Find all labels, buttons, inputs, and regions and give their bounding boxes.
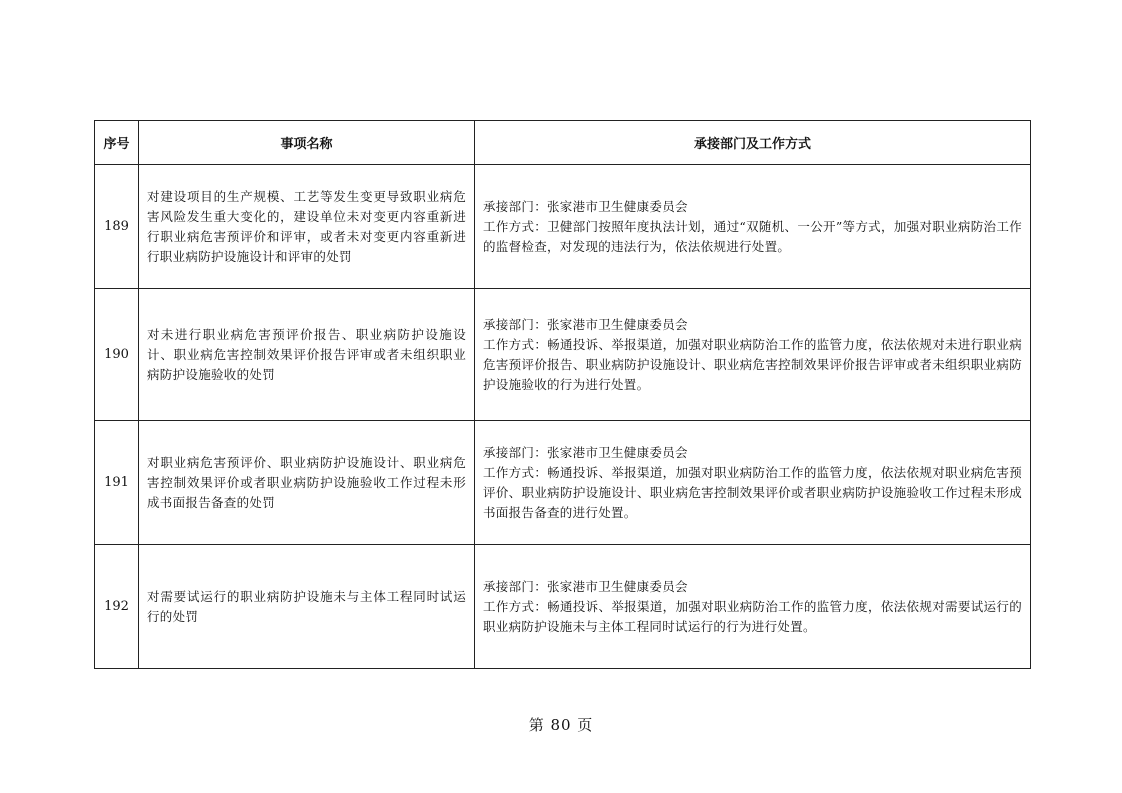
row-item-name: 对职业病危害预评价、职业病防护设施设计、职业病危害控制效果评价或者职业病防护设施验收工作过程未形成书面报告备查的处罚 [139,421,475,545]
row-serial-number: 189 [95,165,139,289]
row-serial-number: 190 [95,289,139,421]
items-table [94,120,1031,669]
header-item-name: 事项名称 [139,121,475,165]
row-serial-number: 191 [95,421,139,545]
table-header-row [95,121,1031,165]
row-department-method [475,421,1031,545]
row-department: 承接部门：张家港市卫生健康委员会 [483,578,688,594]
row-department-method [475,545,1031,669]
row-serial-number: 192 [95,545,139,669]
table-row [95,165,1031,289]
row-item-name: 对需要试运行的职业病防护设施未与主体工程同时试运行的处罚 [139,545,475,669]
row-work-method: 工作方式：畅通投诉、举报渠道，加强对职业病防治工作的监管力度，依法依规对需要试运行的职业病防护设施未与主体工程同时试运行的行为进行处置。 [483,598,1022,634]
row-work-method: 工作方式：畅通投诉、举报渠道，加强对职业病防治工作的监管力度，依法依规对未进行职业病危害预评价报告、职业病防护设施设计、职业病危害控制效果评价报告评审或者未组织职业病防护设施验收的行为进行处置。 [483,336,1022,392]
header-serial-number: 序号 [95,121,139,165]
row-department-method [475,165,1031,289]
page-number: 第 80 页 [528,716,594,734]
row-department: 承接部门：张家港市卫生健康委员会 [483,444,688,460]
row-item-name: 对未进行职业病危害预评价报告、职业病防护设施设计、职业病危害控制效果评价报告评审或者未组织职业病防护设施验收的处罚 [139,289,475,421]
row-work-method: 工作方式：畅通投诉、举报渠道，加强对职业病防治工作的监管力度，依法依规对职业病危害预评价、职业病防护设施设计、职业病危害控制效果评价或者职业病防护设施验收工作过程未形成书面报告备查的进行处置。 [483,464,1022,520]
table-row [95,289,1031,421]
row-work-method: 工作方式：卫健部门按照年度执法计划，通过“双随机、一公开”等方式，加强对职业病防治工作的监督检查，对发现的违法行为，依法依规进行处置。 [483,218,1022,254]
row-department: 承接部门：张家港市卫生健康委员会 [483,316,688,332]
row-item-name: 对建设项目的生产规模、工艺等发生变更导致职业病危害风险发生重大变化的，建设单位未对变更内容重新进行职业病危害预评价和评审，或者未对变更内容重新进行职业病防护设施设计和评审的处罚 [139,165,475,289]
row-department: 承接部门：张家港市卫生健康委员会 [483,198,688,214]
table-row [95,421,1031,545]
header-department-method: 承接部门及工作方式 [475,121,1031,165]
table-row [95,545,1031,669]
row-department-method [475,289,1031,421]
